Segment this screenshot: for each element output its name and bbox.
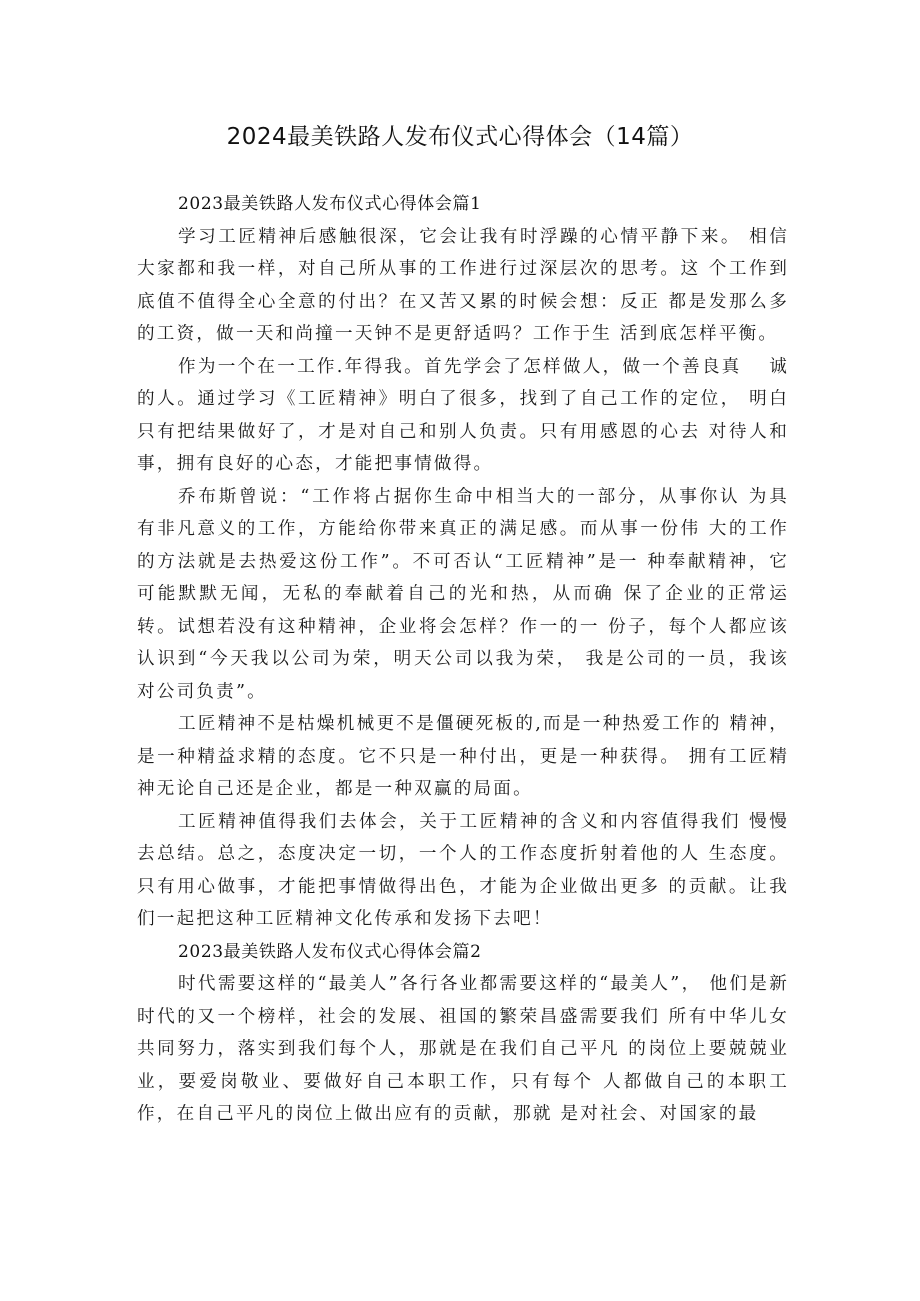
document-title: 2024最美铁路人发布仪式心得体会（14篇） (226, 124, 694, 150)
paragraph: 时代需要这样的“最美人”各行各业都需要这样的“最美人”， 他们是新时代的又一个榜样，社会的发展、祖国的繁荣昌盛需要我们 所有中华儿女共同努力，落实到我们每个人，那就是在我们自己平凡 的岗位上要兢兢业业，要爱岗敬业、要做好自己本职工作，只有每个 人都做自己的本职工作，在自己平凡的岗位上做出应有的贡献，那就 是对社会、对国家的最 (137, 974, 789, 1124)
section-heading-1: 2023最美铁路人发布仪式心得体会篇1 (178, 194, 482, 214)
section-heading-2: 2023最美铁路人发布仪式心得体会篇2 (178, 941, 482, 962)
paragraph: 学习工匠精神后感触很深，它会让我有时浮躁的心情平静下来。 相信大家都和我一样，对自己所从事的工作进行过深层次的思考。这 个工作到底值不值得全心全意的付出？在又苦又累的时候会想：反正 都是发那么多的工资，做一天和尚撞一天钟不是更舒适吗？工作于生 活到底怎样平衡。 (137, 226, 789, 344)
paragraph: 乔布斯曾说：“工作将占据你生命中相当大的一部分，从事你认 为具有非凡意义的工作，方能给你带来真正的满足感。而从事一份伟 大的工作的方法就是去热爱这份工作”。不可否认“工匠精神”是一 种奉献精神，它可能默默无闻，无私的奉献着自己的光和热，从而确 保了企业的正常运转。试想若没有这种精神，企业将会怎样？作一的一 份子，每个人都应该认识到“今天我以公司为荣，明天公司以我为荣， 我是公司的一员，我该对公司负责”。 (137, 486, 789, 702)
paragraph: 工匠精神不是枯燥机械更不是僵硬死板的,而是一种热爱工作的 精神，是一种精益求精的态度。它不只是一种付出，更是一种获得。 拥有工匠精神无论自己还是企业，都是一种双赢的局面。 (137, 714, 789, 799)
paragraph: 作为一个在一工作.年得我。首先学会了怎样做人，做一个善良真 诚的人。通过学习《工匠精神》明白了很多，找到了自己工作的定位， 明白只有把结果做好了，才是对自己和别人负责。只有用感恩的心去 对待人和事，拥有良好的心态，才能把事情做得。 (137, 356, 789, 474)
paragraph: 工匠精神值得我们去体会，关于工匠精神的含义和内容值得我们 慢慢去总结。总之，态度决定一切，一个人的工作态度折射着他的人 生态度。只有用心做事，才能把事情做得出色，才能为企业做出更多 的贡献。让我们一起把这种工匠精神文化传承和发扬下去吧！ (137, 811, 789, 929)
document-body (137, 188, 789, 1131)
